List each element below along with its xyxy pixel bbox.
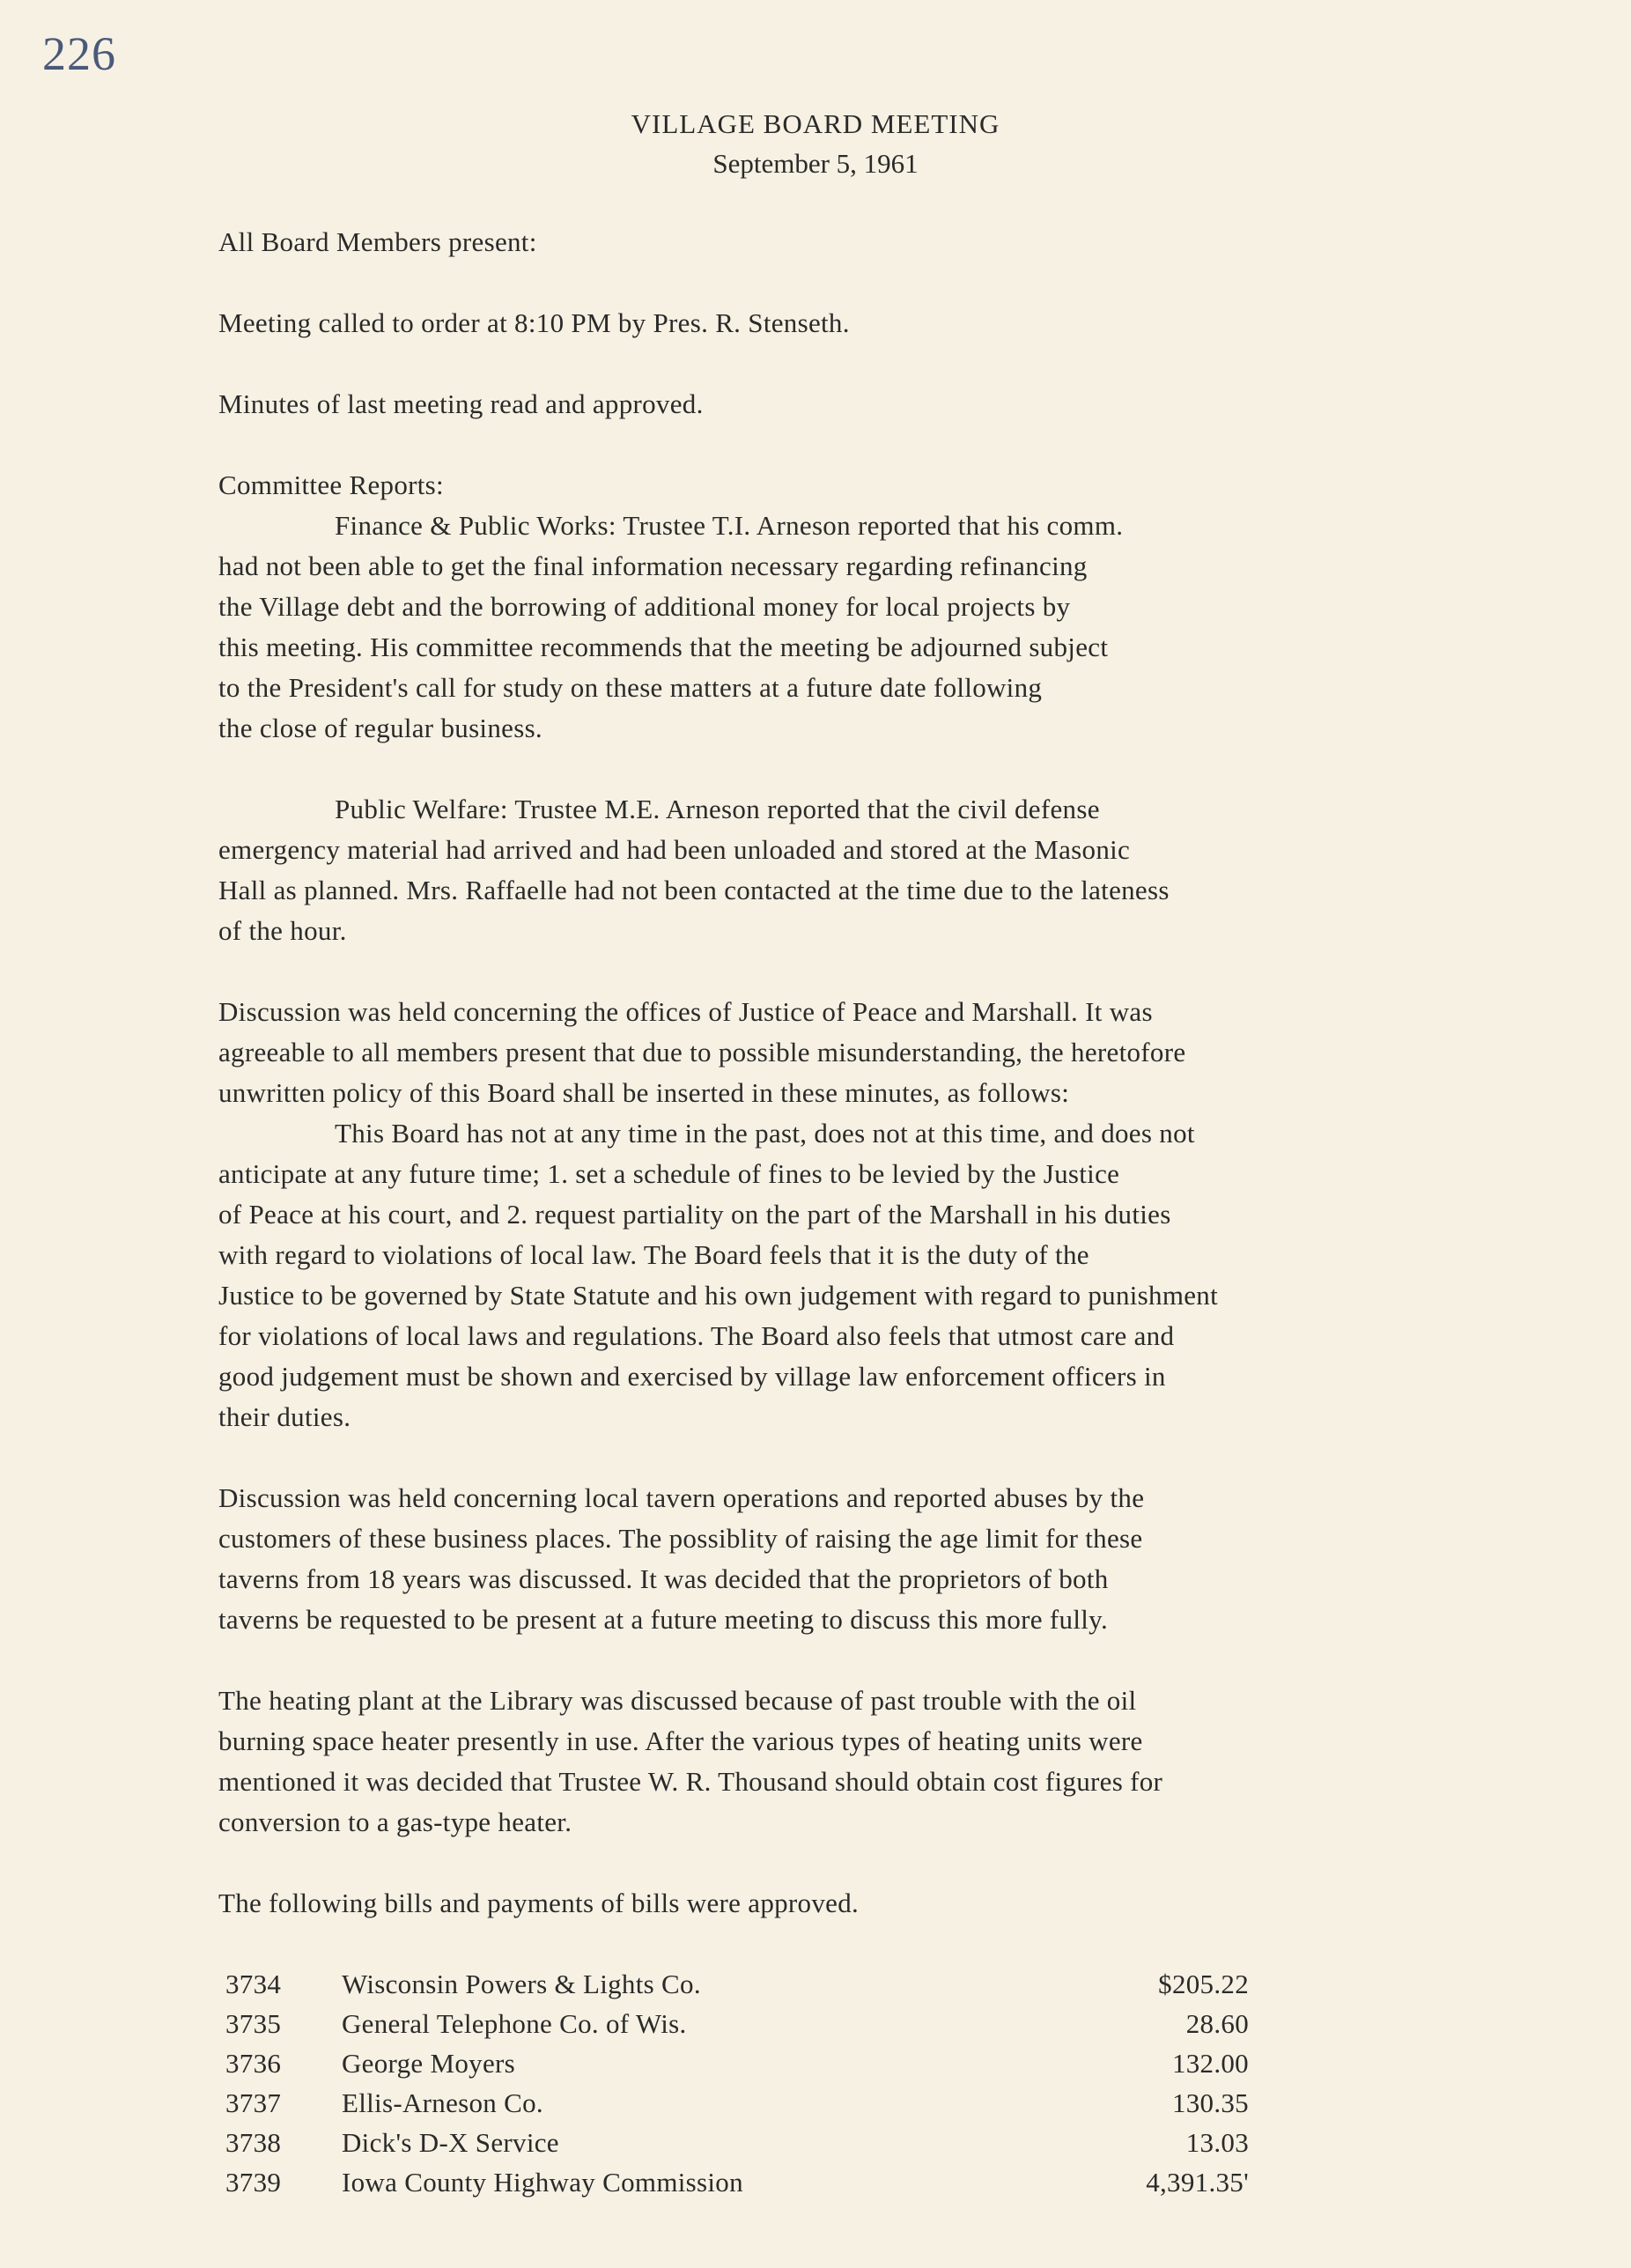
bill-payee: General Telephone Co. of Wis. xyxy=(342,2008,687,2039)
text-line: the Village debt and the borrowing of additional money for local projects by xyxy=(218,591,1071,622)
welfare-report xyxy=(218,789,1610,951)
text-line: the close of regular business. xyxy=(218,713,542,743)
text-line: agreeable to all members present that due to possible misunderstanding, the heretofore xyxy=(218,1037,1186,1068)
text-line: Justice to be governed by State Statute and his own judgement with regard to punishment xyxy=(218,1280,1218,1311)
bill-number: 3734 xyxy=(225,1969,282,1999)
bill-payee: Iowa County Highway Commission xyxy=(342,2167,743,2198)
text-line: of the hour. xyxy=(218,915,347,946)
text-line: to the President's call for study on these matters at a future date following xyxy=(218,672,1043,703)
text-line: taverns be requested to be present at a future meeting to discuss this more fully. xyxy=(218,1604,1108,1635)
text-line: their duties. xyxy=(218,1401,351,1432)
text-line: mentioned it was decided that Trustee W. R. Thousand should obtain cost figures for xyxy=(218,1766,1163,1797)
text-line: of Peace at his court, and 2. request partiality on the part of the Marshall in his duties xyxy=(218,1199,1171,1230)
text-line: Discussion was held concerning local tavern operations and reported abuses by the xyxy=(218,1482,1145,1513)
bill-amount: 130.35 xyxy=(1171,2087,1249,2118)
meeting-date: September 5, 1961 xyxy=(712,148,919,179)
bill-payee: Ellis-Arneson Co. xyxy=(342,2087,543,2118)
meeting-title: VILLAGE BOARD MEETING xyxy=(631,108,1000,139)
page-number: 226 xyxy=(42,27,116,80)
bill-row xyxy=(218,2123,1249,2162)
bills-intro-line: The following bills and payments of bills were approved. xyxy=(218,1888,860,1918)
bill-payee: Wisconsin Powers & Lights Co. xyxy=(342,1969,701,1999)
bill-amount: 13.03 xyxy=(1185,2127,1249,2158)
text-line: Discussion was held concerning the offices of Justice of Peace and Marshall. It was xyxy=(218,996,1153,1027)
meeting-header xyxy=(0,104,1631,183)
text-line: The heating plant at the Library was discussed because of past trouble with the oil xyxy=(218,1685,1137,1716)
call-to-order-line: Meeting called to order at 8:10 PM by Pres. R. Stenseth. xyxy=(218,307,850,338)
text-line: for violations of local laws and regulations. The Board also feels that utmost care and xyxy=(218,1320,1175,1351)
bill-row xyxy=(218,1964,1249,2004)
minutes-approved-line: Minutes of last meeting read and approved. xyxy=(218,388,704,419)
bill-amount: 132.00 xyxy=(1171,2048,1249,2079)
text-line: taverns from 18 years was discussed. It was decided that the proprietors of both xyxy=(218,1563,1109,1594)
bill-amount: 4,391.35' xyxy=(1146,2167,1249,2198)
heating-discussion xyxy=(218,1681,1610,1843)
bill-amount: 28.60 xyxy=(1185,2008,1249,2039)
text-line: conversion to a gas-type heater. xyxy=(218,1806,572,1837)
text-line: anticipate at any future time; 1. set a schedule of fines to be levied by the Justice xyxy=(218,1158,1120,1189)
committee-reports-heading: Committee Reports: xyxy=(218,469,444,500)
bill-payee: George Moyers xyxy=(342,2048,516,2079)
bills-list xyxy=(218,1964,1249,2202)
text-line: unwritten policy of this Board shall be inserted in these minutes, as follows: xyxy=(218,1077,1070,1108)
finance-report xyxy=(218,506,1610,749)
justice-discussion xyxy=(218,992,1610,1437)
bill-amount: $205.22 xyxy=(1158,1969,1249,1999)
bill-number: 3738 xyxy=(225,2127,282,2158)
attendance-line: All Board Members present: xyxy=(218,226,537,257)
bill-row xyxy=(218,2162,1249,2202)
text-line: burning space heater presently in use. After the various types of heating units were xyxy=(218,1725,1143,1756)
text-line: had not been able to get the final information necessary regarding refinancing xyxy=(218,550,1088,581)
text-line: emergency material had arrived and had been unloaded and stored at the Masonic xyxy=(218,834,1131,865)
text-line: Hall as planned. Mrs. Raffaelle had not been contacted at the time due to the lateness xyxy=(218,875,1170,905)
text-line: Finance & Public Works: Trustee T.I. Arneson reported that his comm. xyxy=(335,510,1124,541)
text-line: customers of these business places. The possiblity of raising the age limit for these xyxy=(218,1523,1143,1554)
text-line: Public Welfare: Trustee M.E. Arneson reported that the civil defense xyxy=(335,794,1100,824)
text-line: with regard to violations of local law. The Board feels that it is the duty of the xyxy=(218,1239,1089,1270)
bill-row xyxy=(218,2083,1249,2123)
text-line: this meeting. His committee recommends that the meeting be adjourned subject xyxy=(218,632,1109,662)
tavern-discussion xyxy=(218,1478,1610,1640)
text-line: good judgement must be shown and exercised by village law enforcement officers in xyxy=(218,1361,1166,1392)
bill-number: 3735 xyxy=(225,2008,282,2039)
bill-row xyxy=(218,2043,1249,2083)
bill-payee: Dick's D-X Service xyxy=(342,2127,559,2158)
text-line: This Board has not at any time in the past, does not at this time, and does not xyxy=(335,1118,1195,1149)
minutes-body xyxy=(218,222,1610,2202)
bill-number: 3739 xyxy=(225,2167,282,2198)
bill-number: 3737 xyxy=(225,2087,282,2118)
bill-number: 3736 xyxy=(225,2048,282,2079)
bill-row xyxy=(218,2004,1249,2043)
